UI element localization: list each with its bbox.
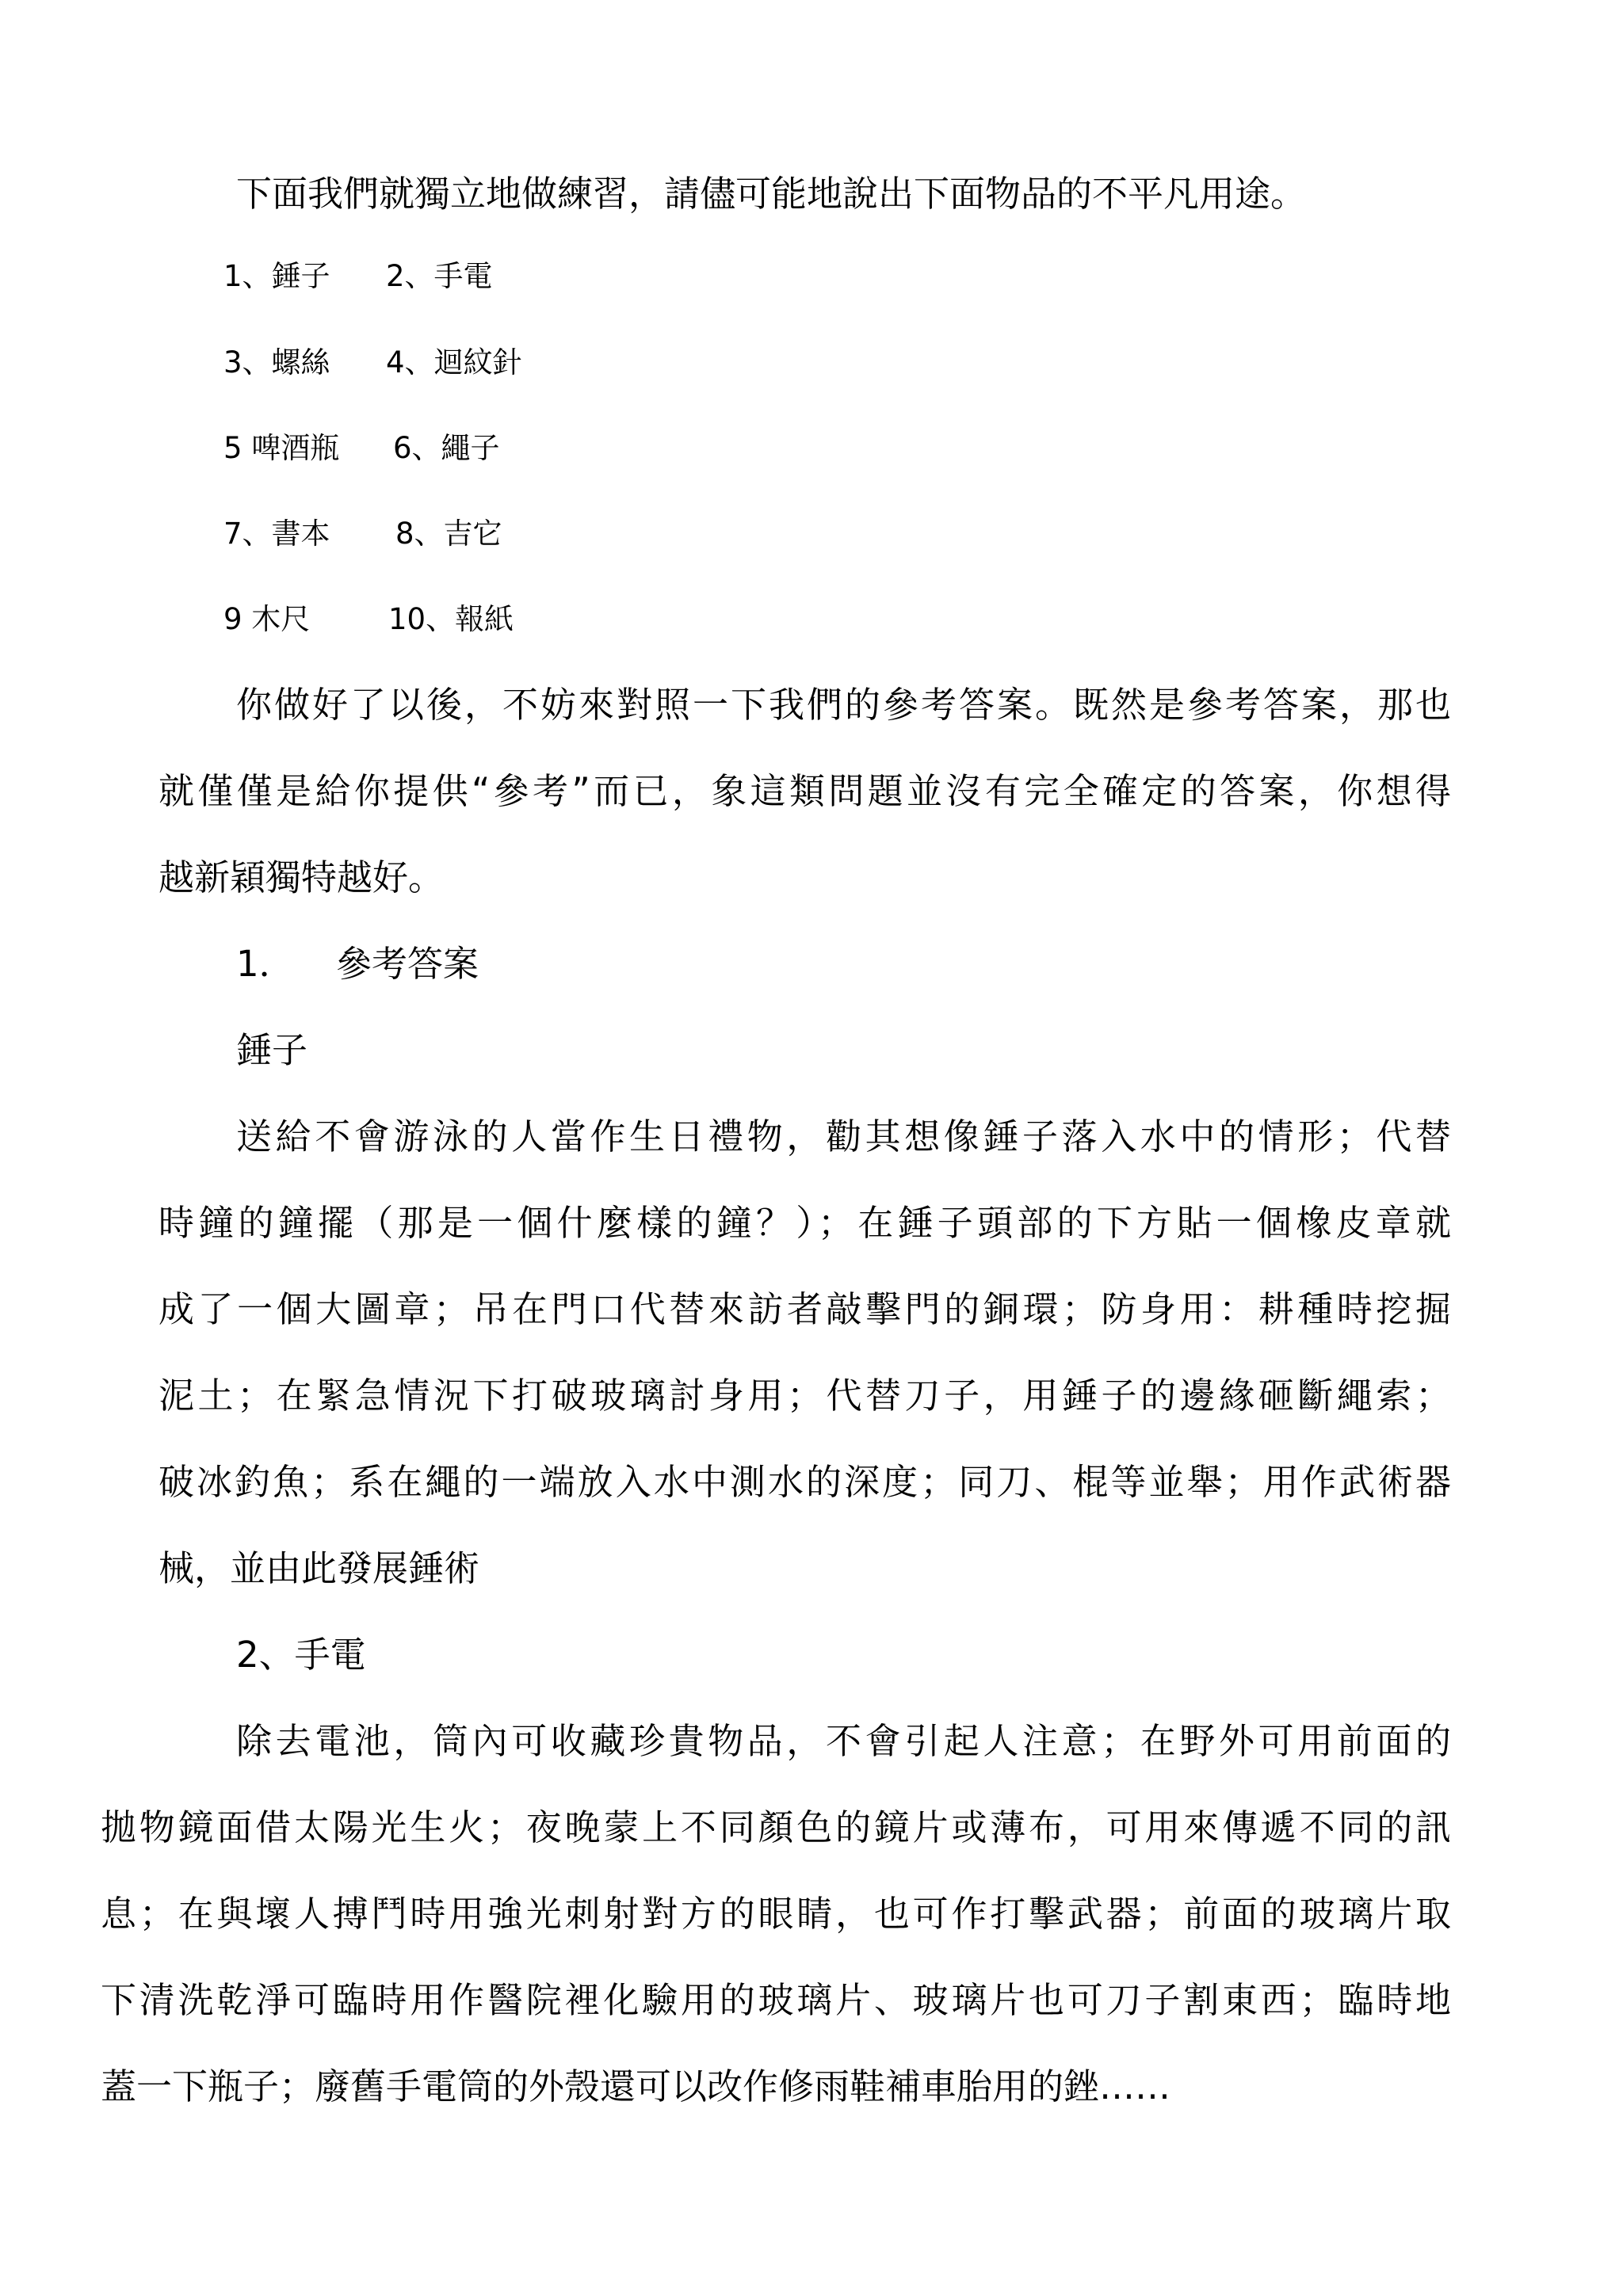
list-item-left: 7、書本 — [223, 517, 330, 551]
list-item-right: 6、繩子 — [393, 431, 500, 465]
paragraph-line: 拋物鏡面借太陽光生火；夜晚蒙上不同顏色的鏡片或薄布，可用來傳遞不同的訊 — [101, 1806, 1451, 1848]
paragraph-line: 你做好了以後，不妨來對照一下我們的參考答案。既然是參考答案，那也 — [236, 684, 1451, 726]
paragraph-line: 械，並由此發展錘術 — [158, 1547, 480, 1589]
section-heading: 參考答案 — [336, 943, 479, 985]
list-item-left: 9 木尺 — [223, 602, 311, 636]
paragraph-line: 蓋一下瓶子；廢舊手電筒的外殼還可以改作修雨鞋補車胎用的銼…… — [101, 2065, 1171, 2107]
list-item-right: 4、迴紋針 — [386, 345, 522, 379]
section-number: 1． — [236, 943, 295, 985]
list-item-right: 10、報紙 — [388, 602, 514, 636]
paragraph-line: 除去電池，筒內可收藏珍貴物品，不會引起人注意；在野外可用前面的 — [236, 1720, 1451, 1762]
item-title-flashlight: 2、手電 — [236, 1634, 366, 1676]
list-item-right: 8、吉它 — [395, 517, 502, 551]
paragraph-line: 送給不會游泳的人當作生日禮物，勸其想像錘子落入水中的情形；代替 — [236, 1116, 1451, 1158]
paragraph-line: 破冰釣魚；系在繩的一端放入水中測水的深度；同刀、棍等並舉；用作武術器 — [158, 1461, 1451, 1503]
paragraph-line: 下清洗乾淨可臨時用作醫院裡化驗用的玻璃片、玻璃片也可刀子割東西；臨時地 — [101, 1979, 1451, 2021]
paragraph-line: 泥土；在緊急情況下打破玻璃討身用；代替刀子，用錘子的邊緣砸斷繩索； — [158, 1375, 1451, 1417]
list-item-left: 5 啤酒瓶 — [223, 431, 340, 465]
list-item-left: 3、螺絲 — [223, 345, 330, 379]
list-item-left: 1、錘子 — [223, 259, 330, 293]
paragraph-line: 息；在與壞人搏鬥時用強光刺射對方的眼睛，也可作打擊武器；前面的玻璃片取 — [101, 1893, 1451, 1935]
list-item-right: 2、手電 — [386, 259, 493, 293]
intro-text: 下面我們就獨立地做練習，請儘可能地說出下面物品的不平凡用途。 — [236, 173, 1307, 215]
paragraph-line: 成了一個大圖章；吊在門口代替來訪者敲擊門的銅環；防身用：耕種時挖掘 — [158, 1288, 1451, 1330]
item-title-hammer: 錘子 — [236, 1029, 308, 1071]
paragraph-line: 越新穎獨特越好。 — [158, 856, 445, 898]
paragraph-line: 時鐘的鐘擺（那是一個什麼樣的鐘？）；在錘子頭部的下方貼一個橡皮章就 — [158, 1202, 1451, 1244]
paragraph-line: 就僅僅是給你提供“參考”而已，象這類問題並沒有完全確定的答案，你想得 — [158, 770, 1451, 812]
